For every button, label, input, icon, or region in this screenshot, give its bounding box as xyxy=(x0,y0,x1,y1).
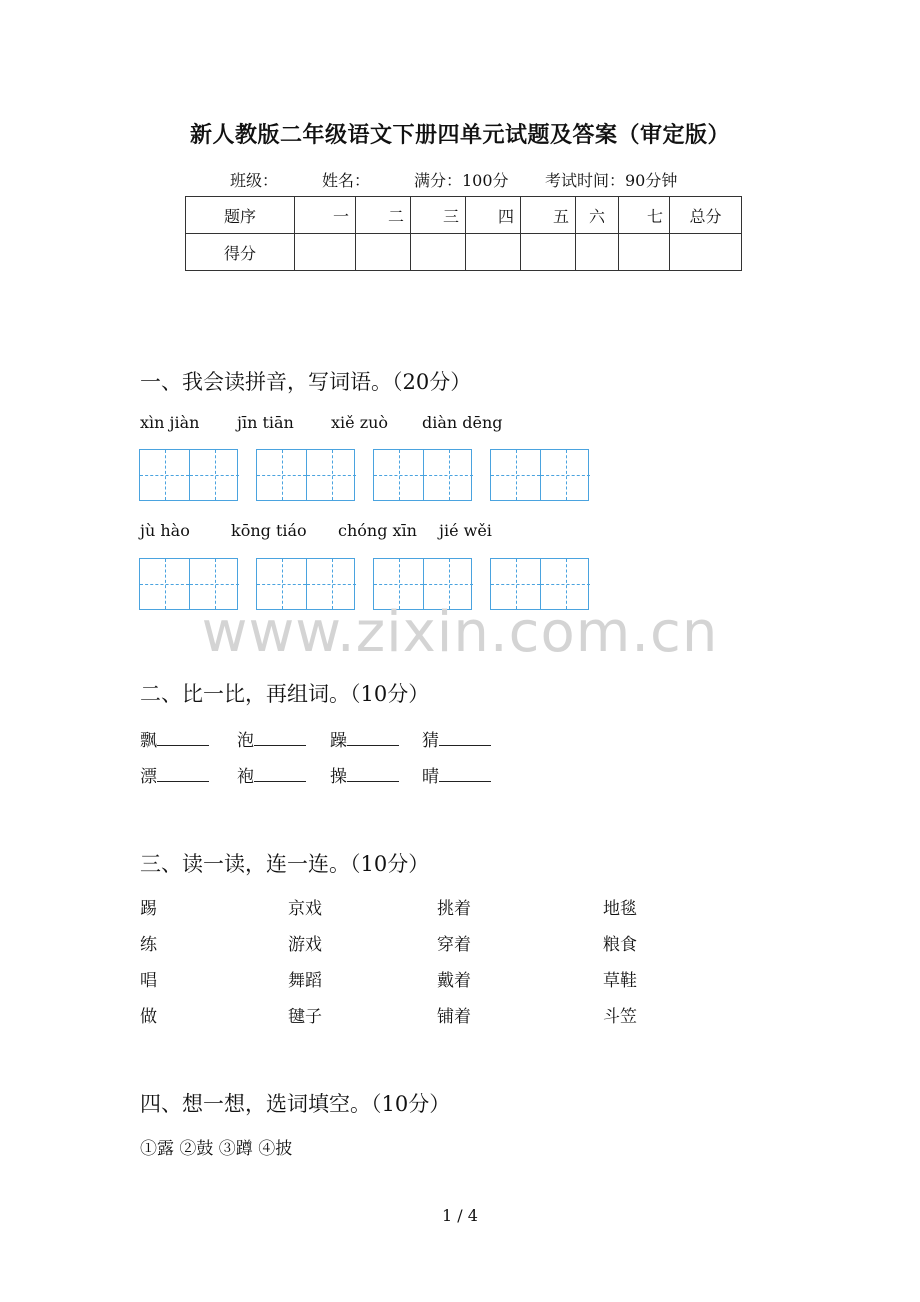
page-title: 新人教版二年级语文下册四单元试题及答案（审定版） xyxy=(189,122,730,148)
score-input-cell[interactable] xyxy=(466,234,521,271)
compare-char: 袍 xyxy=(237,767,254,787)
character-writing-grid[interactable] xyxy=(256,449,355,501)
compare-item xyxy=(330,762,399,787)
score-header-cell: 七 xyxy=(619,197,670,234)
match-item[interactable]: 草鞋 xyxy=(603,971,637,991)
match-item[interactable]: 穿着 xyxy=(437,935,471,955)
score-header-cell: 一 xyxy=(295,197,356,234)
score-input-cell[interactable] xyxy=(576,234,619,271)
score-header-cell: 四 xyxy=(466,197,521,234)
character-writing-grid[interactable] xyxy=(373,449,472,501)
answer-blank[interactable] xyxy=(157,731,209,746)
compare-item xyxy=(140,726,209,751)
pinyin-label: kōng tiáo xyxy=(231,521,307,540)
compare-char: 泡 xyxy=(237,731,254,751)
answer-blank[interactable] xyxy=(157,767,209,782)
answer-blank[interactable] xyxy=(254,767,306,782)
compare-char: 猜 xyxy=(422,731,439,751)
match-item[interactable]: 毽子 xyxy=(288,1007,322,1027)
section1-heading: 一、我会读拼音，写词语。（20分） xyxy=(140,370,472,394)
score-input-cell[interactable] xyxy=(619,234,670,271)
score-input-cell[interactable] xyxy=(295,234,356,271)
section4-heading: 四、想一想，选词填空。（10分） xyxy=(140,1092,451,1116)
compare-item xyxy=(237,762,306,787)
pinyin-label: chóng xīn xyxy=(338,521,417,540)
match-item[interactable]: 戴着 xyxy=(437,971,471,991)
compare-char: 飘 xyxy=(140,731,157,751)
score-header-cell: 六 xyxy=(576,197,619,234)
score-table-header-row xyxy=(186,197,742,234)
compare-char: 晴 xyxy=(422,767,439,787)
answer-blank[interactable] xyxy=(439,767,491,782)
word-options: ①露 ②鼓 ③蹲 ④披 xyxy=(140,1139,293,1159)
compare-item xyxy=(422,762,491,787)
score-header-cell: 五 xyxy=(521,197,576,234)
score-row-label: 得分 xyxy=(186,234,295,271)
exam-time-label: 考试时间：90分钟 xyxy=(545,171,678,190)
score-header-cell: 三 xyxy=(411,197,466,234)
page-number: 1 / 4 xyxy=(442,1206,478,1225)
score-header-cell: 二 xyxy=(356,197,411,234)
full-score-label: 满分：100分 xyxy=(414,171,509,190)
score-input-cell[interactable] xyxy=(356,234,411,271)
section2-heading: 二、比一比，再组词。（10分） xyxy=(140,682,430,706)
score-header-cell: 总分 xyxy=(670,197,742,234)
compare-char: 躁 xyxy=(330,731,347,751)
answer-blank[interactable] xyxy=(439,731,491,746)
score-input-cell[interactable] xyxy=(411,234,466,271)
compare-item xyxy=(140,762,209,787)
answer-blank[interactable] xyxy=(347,731,399,746)
pinyin-label: xiě zuò xyxy=(331,413,389,432)
match-item[interactable]: 唱 xyxy=(140,971,157,991)
compare-char: 操 xyxy=(330,767,347,787)
compare-char: 漂 xyxy=(140,767,157,787)
pinyin-label: xìn jiàn xyxy=(140,413,200,432)
pinyin-label: jīn tiān xyxy=(237,413,294,432)
match-item[interactable]: 踢 xyxy=(140,899,157,919)
score-input-cell[interactable] xyxy=(670,234,742,271)
answer-blank[interactable] xyxy=(347,767,399,782)
match-item[interactable]: 舞蹈 xyxy=(288,971,322,991)
section3-heading: 三、读一读，连一连。（10分） xyxy=(140,852,430,876)
compare-item xyxy=(237,726,306,751)
pinyin-label: jù hào xyxy=(140,521,190,540)
class-field-label: 班级： xyxy=(230,171,279,190)
pinyin-label: jié wěi xyxy=(439,521,492,540)
match-item[interactable]: 挑着 xyxy=(437,899,471,919)
score-table xyxy=(185,196,742,271)
match-item[interactable]: 粮食 xyxy=(603,935,637,955)
match-item[interactable]: 地毯 xyxy=(603,899,637,919)
match-item[interactable]: 斗笠 xyxy=(603,1007,637,1027)
match-item[interactable]: 练 xyxy=(140,935,157,955)
score-input-cell[interactable] xyxy=(521,234,576,271)
character-writing-grid[interactable] xyxy=(490,449,589,501)
pinyin-label: diàn dēng xyxy=(422,413,503,432)
match-item[interactable]: 铺着 xyxy=(437,1007,471,1027)
score-header-cell: 题序 xyxy=(186,197,295,234)
compare-item xyxy=(422,726,491,751)
character-writing-grid[interactable] xyxy=(139,449,238,501)
match-item[interactable]: 游戏 xyxy=(288,935,322,955)
match-item[interactable]: 做 xyxy=(140,1007,157,1027)
compare-item xyxy=(330,726,399,751)
watermark: www.zixin.com.cn xyxy=(201,600,719,665)
name-field-label: 姓名： xyxy=(322,171,371,190)
match-item[interactable]: 京戏 xyxy=(288,899,322,919)
score-table-score-row xyxy=(186,234,742,271)
answer-blank[interactable] xyxy=(254,731,306,746)
